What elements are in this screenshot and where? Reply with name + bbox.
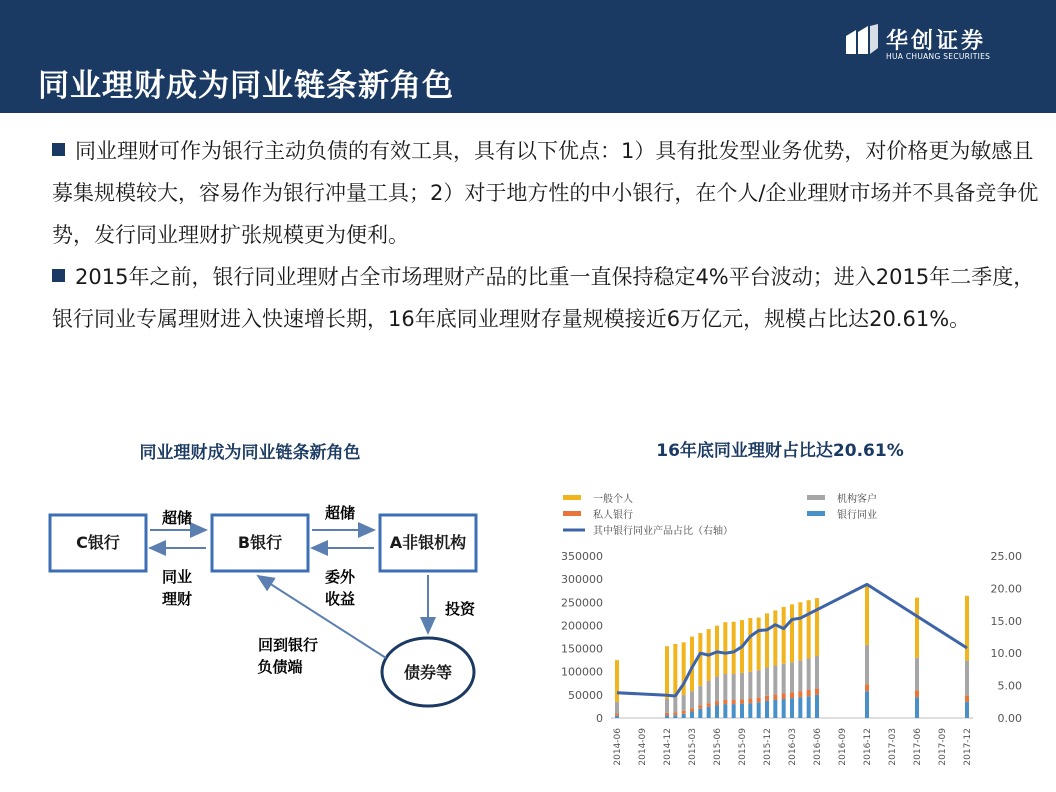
bar-segment [615, 660, 619, 702]
page-title: 同业理财成为同业链条新角色 [38, 68, 454, 104]
bar-segment [615, 702, 619, 714]
bullet-paragraph-1 [52, 130, 1042, 256]
bar-segment [815, 688, 819, 694]
square-bullet-icon [52, 269, 65, 282]
bar-segment [673, 644, 677, 698]
bar-segment [865, 645, 869, 684]
x-tick-label: 2017-09 [938, 728, 948, 766]
y-left-tick-label: 300000 [561, 573, 603, 587]
c-bank-label: C银行 [76, 533, 120, 552]
bar-segment [682, 714, 686, 718]
paragraph-text: 2015年之前，银行同业理财占全市场理财产品的比重一直保持稳定4%平台波动；进入2015年二季度，银行同业专属理财进入快速增长期，16年底同业理财存量规模接近6万亿元，规模占比达20.61%。 [52, 265, 1035, 331]
x-tick-label: 2017-06 [913, 728, 923, 766]
x-tick-label: 2014-12 [663, 728, 673, 766]
x-tick-label: 2016-12 [863, 728, 873, 766]
bar-segment [807, 690, 811, 696]
bar-segment [757, 670, 761, 697]
bar-segment [707, 707, 711, 718]
y-right-tick-label: 15.00 [990, 614, 1022, 628]
y-left-tick-label: 350000 [561, 550, 603, 563]
logo-english-name: HUA CHUANG SECURITIES [886, 52, 991, 61]
bar-segment [782, 699, 786, 718]
bar-segment [673, 715, 677, 718]
bar-segment [965, 661, 969, 696]
b-bank-label: B银行 [237, 533, 283, 552]
bar-segment [798, 691, 802, 697]
legend-general: 一般个人 [593, 494, 633, 505]
diagram-title: 同业理财成为同业链条新角色 [139, 443, 361, 463]
label-outsourced: 委外 [324, 568, 356, 586]
label-liability-side: 负债端 [257, 658, 303, 676]
bar-segment [815, 598, 819, 656]
bar-segment [707, 681, 711, 703]
label-return: 收益 [324, 590, 356, 608]
logo-chinese-name: 华创证券 [886, 29, 987, 54]
bar-segment [615, 716, 619, 718]
bar-segment [807, 600, 811, 658]
bar-segment [673, 698, 677, 713]
label-b-a-reserves: 超储 [324, 504, 356, 522]
company-logo [844, 20, 1024, 70]
bar-segment [782, 693, 786, 699]
chart-bars [615, 585, 969, 718]
paragraph-text: 同业理财可作为银行主动负债的有效工具，具有以下优点：1）具有批发型业务优势，对价格更为敏感且募集规模较大，容易作为银行冲量工具；2）对于地方性的中小银行，在个人/企业理财市场并不具备竞争优势，发行同业理财扩张规模更为便利。 [52, 139, 1039, 247]
bar-segment [690, 712, 694, 718]
x-tick-label: 2015-06 [713, 728, 723, 766]
bar-segment [698, 705, 702, 708]
title-bar [0, 0, 1056, 113]
x-tick-label: 2015-09 [738, 728, 748, 766]
bar-segment [748, 672, 752, 699]
bar-segment [965, 695, 969, 701]
bar-segment [732, 700, 736, 704]
legend-ratio: 其中银行同业产品占比（右轴） [593, 526, 733, 537]
bar-segment [690, 708, 694, 711]
bar-segment [782, 607, 786, 664]
bar-segment [782, 664, 786, 694]
legend-institution: 机构客户 [837, 494, 877, 505]
y-right-tick-label: 10.00 [990, 647, 1022, 661]
x-tick-label: 2017-12 [963, 728, 973, 766]
bar-segment [715, 701, 719, 705]
x-tick-label: 2015-03 [688, 728, 698, 766]
y-right-tick-label: 0.00 [997, 712, 1022, 725]
bar-segment [615, 713, 619, 715]
y-left-tick-label: 50000 [568, 688, 603, 702]
bar-segment [765, 668, 769, 696]
bar-segment [757, 702, 761, 718]
bar-segment [723, 674, 727, 700]
bar-segment [773, 665, 777, 694]
bar-segment [665, 699, 669, 713]
bar-segment [815, 695, 819, 718]
bar-segment [715, 677, 719, 702]
bar-segment [790, 662, 794, 692]
bar-segment [732, 704, 736, 718]
square-bullet-icon [52, 143, 65, 156]
bar-segment [732, 622, 736, 674]
a-nonbank-label: A非银机构 [389, 533, 467, 552]
bonds-label: 债券等 [403, 663, 453, 682]
bar-segment [765, 696, 769, 701]
label-wealth: 理财 [161, 590, 193, 608]
bar-segment [915, 598, 919, 658]
bar-segment [807, 659, 811, 690]
legend-private: 私人银行 [593, 510, 633, 521]
y-left-tick-label: 150000 [561, 642, 603, 656]
legend-swatch-private [563, 511, 581, 516]
y-left-tick-label: 0 [596, 712, 603, 725]
bar-segment [798, 602, 802, 660]
x-tick-label: 2016-06 [813, 728, 823, 766]
bar-segment [807, 696, 811, 718]
bar-segment [915, 697, 919, 718]
bullet-paragraph-2 [52, 256, 1042, 340]
bar-segment [965, 596, 969, 661]
bar-segment [815, 656, 819, 688]
label-back-to-bank: 回到银行 [257, 636, 319, 654]
flow-diagram [40, 490, 480, 750]
bar-segment [790, 698, 794, 718]
bar-segment [732, 674, 736, 700]
x-tick-label: 2014-09 [638, 728, 648, 766]
bar-segment [707, 703, 711, 707]
bar-segment [665, 713, 669, 716]
y-right-tick-label: 20.00 [990, 582, 1022, 596]
bar-segment [698, 686, 702, 705]
bar-segment [723, 704, 727, 718]
bar-segment [765, 701, 769, 718]
bar-segment [665, 646, 669, 699]
bar-segment [765, 613, 769, 667]
chart-legend [563, 492, 877, 537]
bar-segment [773, 695, 777, 700]
bar-segment [915, 658, 919, 690]
bar-segment [682, 695, 686, 711]
bar-segment [790, 604, 794, 662]
y-left-tick-label: 200000 [561, 619, 603, 633]
chart-title: 16年底同业理财占比达20.61% [656, 441, 904, 461]
y-left-tick-label: 100000 [561, 665, 603, 679]
legend-interbank: 银行同业 [837, 510, 877, 521]
x-tick-label: 2017-03 [888, 728, 898, 766]
legend-swatch-general [563, 495, 581, 500]
y-left-tick-label: 250000 [561, 596, 603, 610]
bar-segment [790, 692, 794, 698]
bar-segment [740, 673, 744, 699]
bar-segment [690, 691, 694, 708]
bar-segment [740, 699, 744, 703]
bar-segment [865, 684, 869, 691]
y-right-tick-label: 25.00 [990, 550, 1022, 563]
bar-segment [757, 618, 761, 671]
bar-segment [748, 703, 752, 718]
bar-segment [715, 705, 719, 718]
label-invest: 投资 [444, 600, 476, 618]
bar-segment [965, 702, 969, 718]
x-tick-label: 2014-06 [613, 728, 623, 766]
bar-segment [748, 618, 752, 672]
bar-segment [723, 622, 727, 674]
bar-segment [865, 585, 869, 645]
bar-segment [698, 709, 702, 718]
bar-segment [665, 715, 669, 718]
body-text [52, 130, 1042, 340]
label-c-b-reserves: 超储 [161, 509, 193, 527]
bar-segment [798, 661, 802, 692]
x-tick-label: 2015-12 [763, 728, 773, 766]
bar-segment [698, 633, 702, 686]
bar-segment [798, 697, 802, 718]
bar-segment [673, 712, 677, 715]
legend-swatch-interbank [807, 511, 825, 516]
bar-segment [773, 700, 777, 718]
bar-segment [682, 711, 686, 714]
bar-segment [748, 699, 752, 704]
y-right-tick-label: 5.00 [997, 679, 1022, 693]
bar-segment [915, 690, 919, 697]
label-interbank: 同业 [161, 568, 193, 586]
x-tick-label: 2016-09 [838, 728, 848, 766]
bar-segment [723, 700, 727, 704]
legend-swatch-institution [807, 495, 825, 500]
bar-segment [757, 698, 761, 703]
interbank-wealth-chart [555, 482, 1025, 792]
bar-segment [740, 704, 744, 718]
logo-mark-icon [844, 24, 880, 58]
bar-segment [773, 610, 777, 665]
bar-segment [865, 691, 869, 718]
x-tick-label: 2016-03 [788, 728, 798, 766]
